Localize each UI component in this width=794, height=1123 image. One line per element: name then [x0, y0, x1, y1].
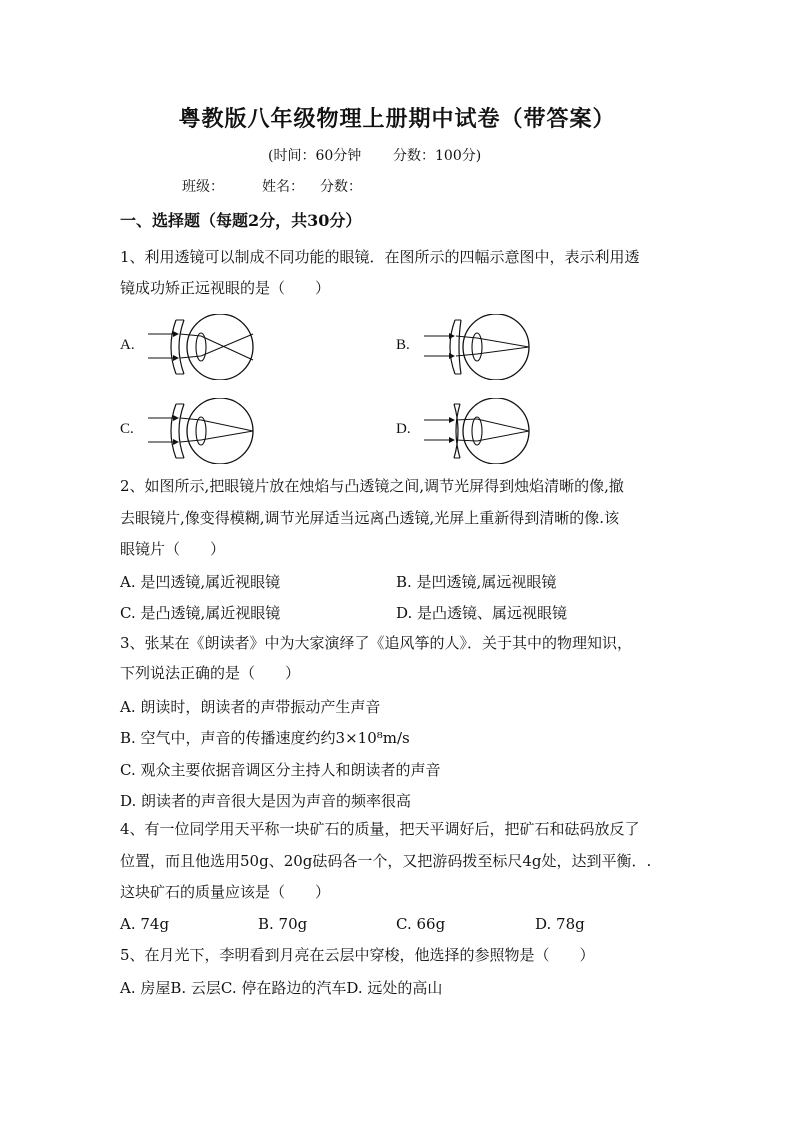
question-5-line-1: 5、在月光下，李明看到月亮在云层中穿梭，他选择的参照物是（ ） — [120, 946, 595, 964]
q4-option-b: B. 70g — [258, 915, 308, 933]
score-info: 分数：100分) — [393, 148, 482, 164]
question-3-line-1: 3、张某在《朗读者》中为大家演绎了《追风筝的人》．关于其中的物理知识， — [120, 634, 633, 652]
q2-option-c: C. 是凸透镜,属近视眼镜 — [120, 604, 281, 622]
question-1-line-2: 镜成功矫正远视眼的是（ ） — [120, 279, 331, 297]
q5-options: A. 房屋B. 云层C. 停在路边的汽车D. 远处的高山 — [120, 979, 443, 997]
eye-diagram-b — [422, 314, 534, 380]
q3-option-c: C. 观众主要依据音调区分主持人和朗读者的声音 — [120, 761, 441, 779]
q4-option-a: A. 74g — [120, 915, 170, 933]
option-c-label: C. — [120, 421, 134, 437]
class-field: 班级： — [182, 179, 224, 195]
option-d-label: D. — [396, 421, 411, 437]
score-field: 分数： — [320, 179, 362, 195]
q3-option-d: D. 朗读者的声音很大是因为声音的频率很高 — [120, 792, 412, 810]
question-4-line-3: 这块矿石的质量应该是（ ） — [120, 883, 331, 901]
name-field: 姓名： — [262, 179, 304, 195]
question-4-line-2: 位置，而且他选用50g、20g砝码各一个，又把游码拨至标尺4g处，达到平衡．. — [120, 852, 652, 870]
q3-option-b: B. 空气中，声音的传播速度约约3×10⁸m/s — [120, 729, 410, 747]
eye-diagram-d — [422, 398, 534, 464]
question-2-line-2: 去眼镜片,像变得模糊,调节光屏适当远离凸透镜,光屏上重新得到清晰的像.该 — [120, 509, 620, 527]
q3-option-a: A. 朗读时，朗读者的声带振动产生声音 — [120, 698, 381, 716]
time-info: (时间：60分钟 — [268, 148, 362, 164]
section-heading: 一、选择题（每题2分，共30分） — [120, 211, 362, 230]
option-a-label: A. — [120, 337, 135, 353]
question-3-line-2: 下列说法正确的是（ ） — [120, 664, 301, 682]
q2-option-b: B. 是凹透镜,属远视眼镜 — [396, 573, 557, 591]
eye-diagram-a — [146, 314, 258, 380]
question-4-line-1: 4、有一位同学用天平称一块矿石的质量，把天平调好后，把矿石和砝码放反了 — [120, 820, 640, 838]
q2-option-d: D. 是凸透镜、属远视眼镜 — [396, 604, 568, 622]
q4-option-d: D. 78g — [535, 915, 585, 933]
eye-diagram-c — [146, 398, 258, 464]
question-2-line-3: 眼镜片（ ） — [120, 540, 226, 558]
page-title: 粤教版八年级物理上册期中试卷（带答案） — [178, 106, 616, 132]
q2-option-a: A. 是凹透镜,属近视眼镜 — [120, 573, 281, 591]
option-b-label: B. — [396, 337, 410, 353]
question-1-line-1: 1、利用透镜可以制成不同功能的眼镜．在图所示的四幅示意图中，表示利用透 — [120, 248, 640, 266]
q4-option-c: C. 66g — [396, 915, 446, 933]
question-2-line-1: 2、如图所示,把眼镜片放在烛焰与凸透镜之间,调节光屏得到烛焰清晰的像,撤 — [120, 477, 624, 495]
